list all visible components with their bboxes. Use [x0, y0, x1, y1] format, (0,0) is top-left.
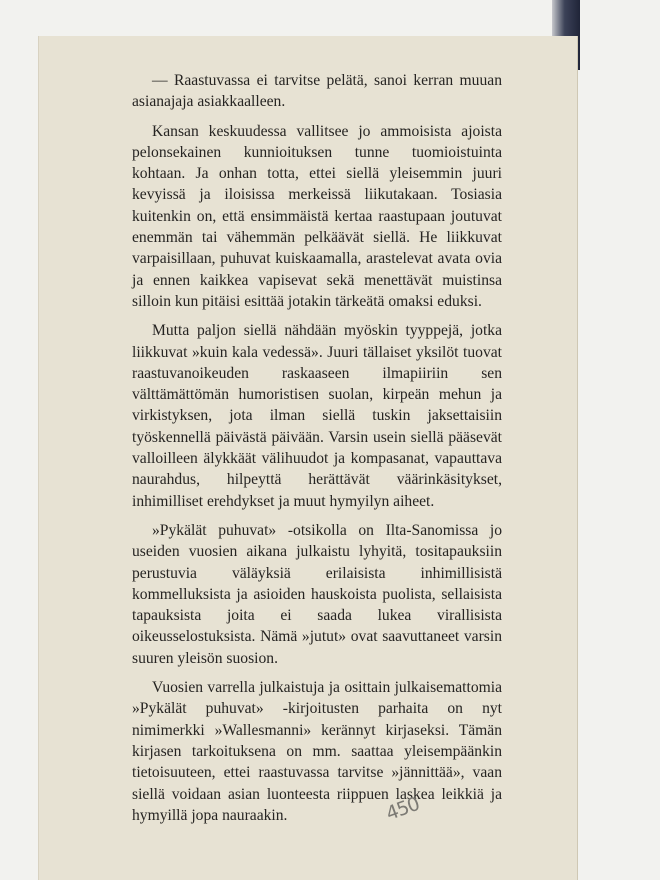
- blurb-paragraph: Kansan keskuudessa vallitsee jo ammoisista ajoista pelonsekainen kunnioituksen tunne tuomioistuinta kohtaan. Ja onhan totta, ettei siellä yleisemmin juuri kevyissä ja iloisissa merkeissä liikutakaan. Tosiasia kuitenkin on, että ensimmäistä kertaa raastupaan joutuvat enemmän tai vähemmän pelkäävät siellä. He liikkuvat varpaisillaan, puhuvat kuiskaamalla, arastelevat avata ovia ja ennen kaikkea vapisevat sekä menettävät muistinsa silloin kun pitäisi esittää jotakin tärkeätä omaksi eduksi.: [132, 122, 502, 310]
- back-cover-blurb: [132, 70, 502, 834]
- blurb-paragraph: Mutta paljon siellä nähdään myöskin tyyppejä, jotka liikkuvat »kuin kala vedessä». Juuri tällaiset yksilöt tuovat raastuvanoikeuden raskaaseen ilmapiiriin sen välttämättömän humoristisen suolan, kirpeän mehun ja virkistyksen, jota ilman siellä tuskin jaksettaisiin työskennellä päivästä päivään. Varsin usein siellä pääsevät valloilleen älykkäät välihuudot ja kompasanat, vapauttava naurahdus, hilpeyttä herättävät väärinkäsitykset, inhimilliset erehdykset ja muut hymyilyn aiheet.: [132, 322, 502, 510]
- blurb-paragraph: — Raastuvassa ei tarvitse pelätä, sanoi kerran muuan asianajaja asiakkaalleen.: [132, 72, 502, 111]
- pencil-price-note: 450: [383, 792, 423, 826]
- blurb-paragraph: »Pykälät puhuvat» -otsikolla on Ilta-Sanomissa jo useiden vuosien aikana julkaistu lyhyitä, tositapauksiin perustuvia väläyksiä erilaisista inhimillisistä kommelluksista ja asioiden hauskoista puolista, sellaisista tapauksista joita ei saada lukea virallisista oikeusselostuksista. Nämä »jutut» ovat saavuttaneet varsin suuren yleisön suosion.: [132, 521, 502, 667]
- blurb-paragraph: Vuosien varrella julkaistuja ja osittain julkaisemattomia »Pykälät puhuvat» -kirjoitusten parhaita on nyt nimimerkki »Wallesmanni» kerännyt kirjaseksi. Tämän kirjasen tarkoituksena on mm. saattaa yleisempäänkin tietoisuuteen, ettei raastuvassa tarvitse »jännittää», vaan siellä voidaan asian luonteesta riippuen laskea leikkiä ja hymyillä jopa nauraakin.: [132, 679, 502, 824]
